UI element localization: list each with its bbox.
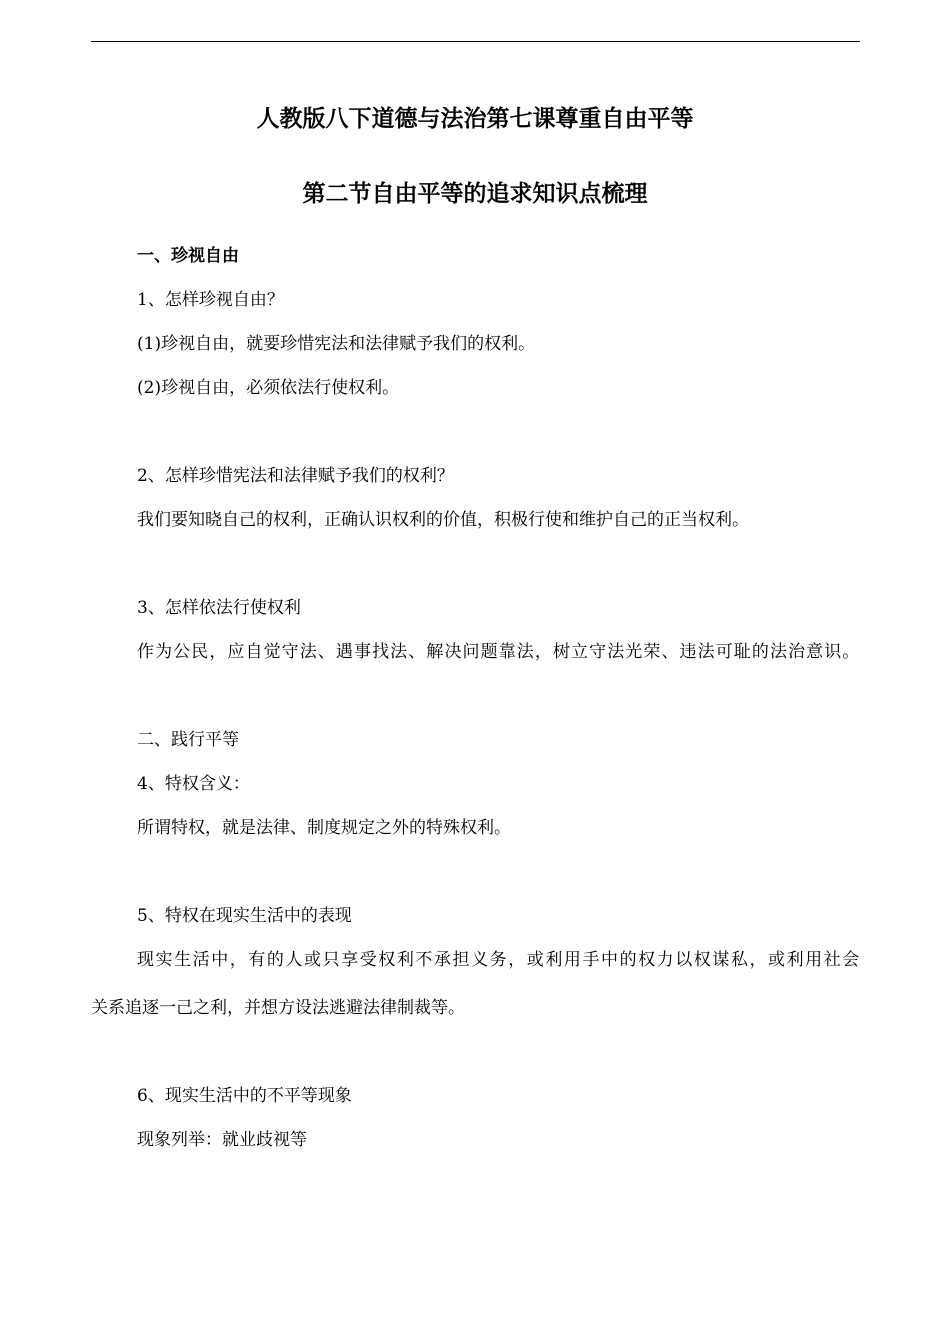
answer-1-point-1: (1)珍视自由，就要珍惜宪法和法律赋予我们的权利。 bbox=[137, 334, 536, 354]
section-1-heading: 一、珍视自由 bbox=[137, 246, 239, 266]
answer-2: 我们要知晓自己的权利，正确认识权利的价值，积极行使和维护自己的正当权利。 bbox=[137, 510, 749, 530]
answer-1-point-2: (2)珍视自由，必须依法行使权利。 bbox=[137, 378, 400, 398]
question-6: 6、现实生活中的不平等现象 bbox=[137, 1086, 352, 1106]
header-rule bbox=[91, 41, 860, 42]
question-1: 1、怎样珍视自由？ bbox=[137, 290, 284, 310]
answer-5-line-2: 关系追逐一己之利，并想方设法逃避法律制裁等。 bbox=[91, 998, 465, 1018]
question-5: 5、特权在现实生活中的表现 bbox=[137, 906, 352, 926]
answer-4: 所谓特权，就是法律、制度规定之外的特殊权利。 bbox=[137, 818, 511, 838]
document-title-line-1: 人教版八下道德与法治第七课尊重自由平等 bbox=[256, 106, 694, 132]
question-2: 2、怎样珍惜宪法和法律赋予我们的权利？ bbox=[137, 466, 454, 486]
answer-5-line-1: 现实生活中，有的人或只享受权利不承担义务，或利用手中的权力以权谋私，或利用社会 bbox=[137, 950, 859, 970]
answer-6: 现象列举：就业歧视等 bbox=[137, 1130, 307, 1150]
question-3: 3、怎样依法行使权利 bbox=[137, 598, 301, 618]
section-2-heading: 二、践行平等 bbox=[137, 730, 239, 750]
question-4: 4、特权含义： bbox=[137, 774, 250, 794]
answer-3: 作为公民，应自觉守法、遇事找法、解决问题靠法，树立守法光荣、违法可耻的法治意识。 bbox=[137, 642, 859, 662]
document-title-line-2: 第二节自由平等的追求知识点梳理 bbox=[302, 181, 648, 207]
